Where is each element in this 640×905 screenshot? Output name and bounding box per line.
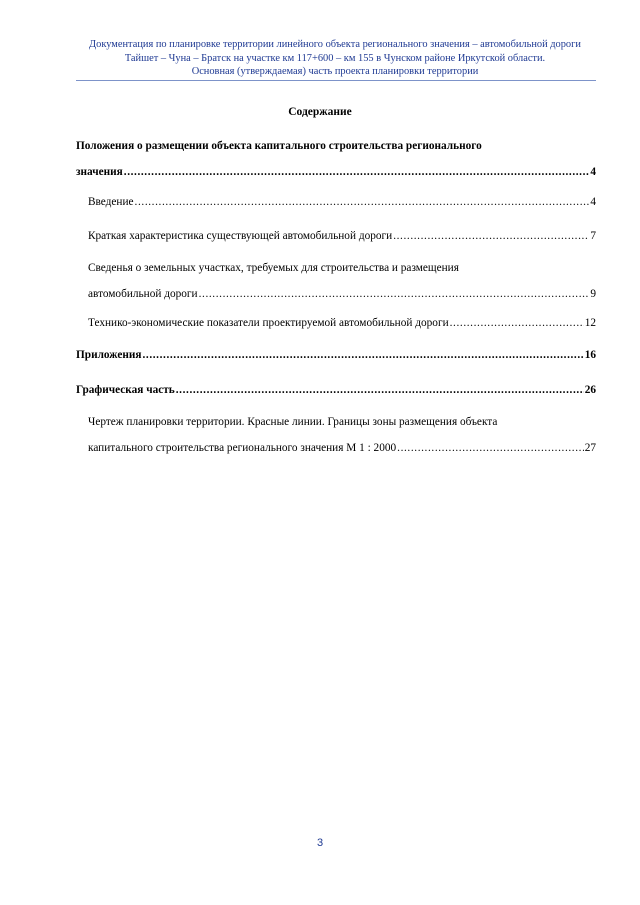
toc-entry-land-plots[interactable] [88,260,596,312]
toc-entry-title: Краткая характеристика существующей автомобильной дороги [88,230,393,242]
toc-entry-line [88,315,596,341]
running-header [70,38,600,79]
toc-entry-title: Чертеж планировки территории. Красные линии. Границы зоны размещения объекта [88,416,498,428]
toc-entry-line [76,164,596,190]
toc-entry-title: Приложения [76,349,142,361]
toc-entry-technical-indicators[interactable] [88,315,596,341]
toc-entry-title: Графическая часть [76,384,175,396]
header-divider [76,80,596,81]
toc-entry-line [76,382,596,408]
dot-leader [393,228,589,244]
header-line-3: Основная (утверждаемая) часть проекта планировки территории [191,66,479,77]
toc-entry-title-continued: автомобильной дороги [88,288,198,300]
toc-entry-title: Сведенья о земельных участках, требуемых для строительства и размещения [88,262,459,274]
toc-entry-page: 16 [584,349,596,361]
toc-entry-planning-drawing[interactable] [88,414,596,466]
toc-entry-page: 9 [590,288,596,300]
header-line-1: Документация по планировке территории линейного объекта регионального значения – автомобильной дороги [89,39,581,50]
toc-entry-page: 4 [590,166,596,178]
toc-entry-title-continued: капитального строительства регионального значения М 1 : 2000 [88,442,397,454]
page-number: 3 [316,837,324,849]
toc-entry-introduction[interactable] [88,194,596,220]
header-line-2: Тайшет – Чуна – Братск на участке км 117+600 – км 155 в Чунском районе Иркутской области. [124,52,546,64]
toc-entry-page: 12 [584,317,596,329]
toc-entry-graphic-part[interactable] [76,382,596,408]
toc-entry-placement-provisions[interactable] [76,138,596,190]
dot-leader [124,164,590,180]
toc-entry-line [76,138,596,164]
toc-entry-line [76,347,596,373]
toc-entry-line [88,228,596,254]
toc-entry-road-characteristics[interactable] [88,228,596,254]
toc-entry-line [88,440,596,466]
toc-title: Содержание [288,106,352,118]
toc-entry-line [88,286,596,312]
toc-entry-page: 27 [584,442,596,454]
dot-leader [199,286,590,302]
toc-entry-line [88,194,596,220]
toc-entry-title: Технико-экономические показатели проектируемой автомобильной дороги [88,317,449,329]
toc-entry-line [88,260,596,286]
dot-leader [135,194,590,210]
dot-leader [450,315,584,331]
dot-leader [142,347,583,363]
toc-entry-page: 4 [590,196,596,208]
toc-entry-line [88,414,596,440]
toc-entry-title: Положения о размещении объекта капитального строительства регионального [76,140,482,152]
toc-entry-page: 7 [590,230,596,242]
dot-leader [176,382,584,398]
toc-entry-title-continued: значения [76,166,123,178]
dot-leader [397,440,584,456]
toc-entry-page: 26 [584,384,596,396]
toc-entry-title: Введение [88,196,134,208]
toc-entry-appendices[interactable] [76,347,596,373]
